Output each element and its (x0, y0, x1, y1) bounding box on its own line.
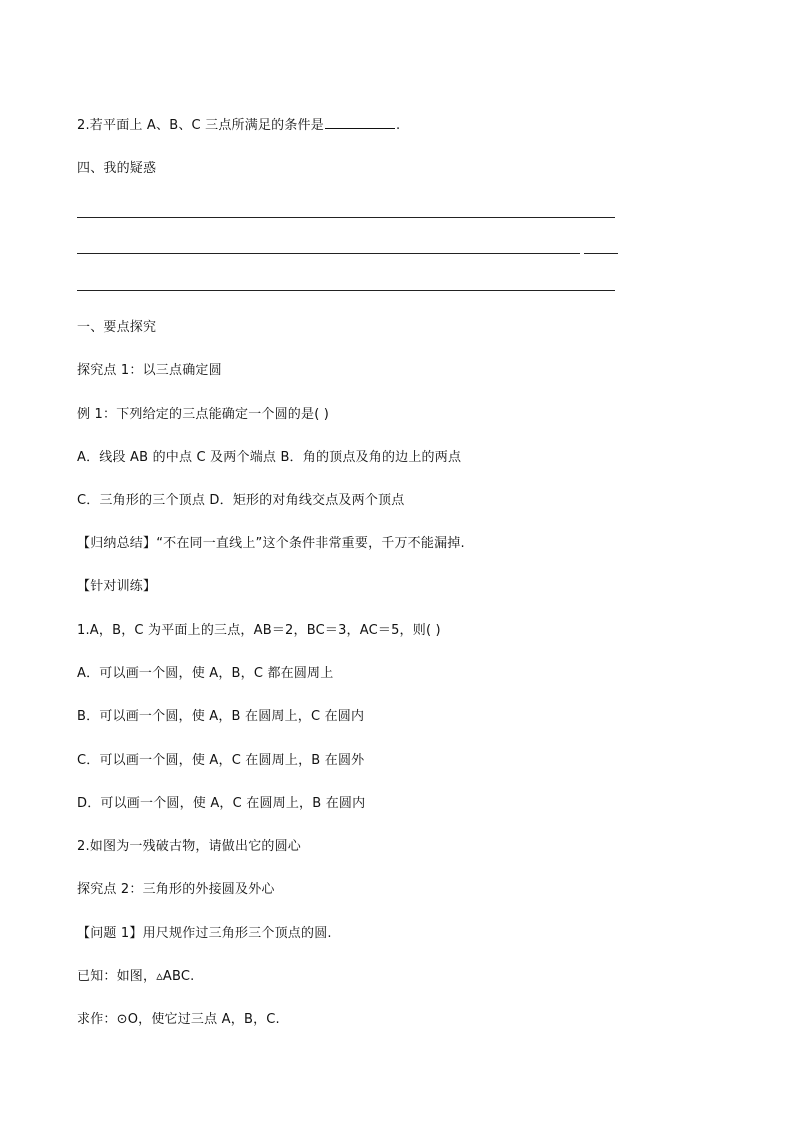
example-1-options-ab: A．线段 AB 的中点 C 及两个端点 B．角的顶点及角的边上的两点 (77, 450, 462, 465)
practice-1-question: 1.A，B，C 为平面上的三点，AB＝2，BC＝3，AC＝5，则( ) (77, 623, 441, 638)
practice-heading: 【针对训练】 (77, 579, 157, 594)
question-2-end: . (395, 118, 401, 133)
summary-note: 【归纳总结】“不在同一直线上”这个条件非常重要，千万不能漏掉. (77, 536, 465, 551)
explore-point-2-title: 探究点 2：三角形的外接圆及外心 (77, 882, 275, 897)
practice-1-option-a: A．可以画一个圆，使 A，B，C 都在圆周上 (77, 666, 334, 681)
explore-point-1-title: 探究点 1：以三点确定圆 (77, 363, 222, 378)
doubt-line-3[interactable] (77, 290, 615, 291)
given-statement: 已知：如图，▵ABC. (77, 969, 195, 984)
construct-statement: 求作：⊙O，使它过三点 A，B，C. (77, 1012, 280, 1027)
answer-blank[interactable] (325, 116, 395, 129)
section-heading: 一、要点探究 (77, 320, 157, 335)
example-1-options-cd: C．三角形的三个顶点 D．矩形的对角线交点及两个顶点 (77, 493, 405, 508)
question-2 (77, 116, 400, 135)
practice-2-question: 2.如图为一残破古物，请做出它的圆心 (77, 839, 302, 854)
doubt-line-2b[interactable] (584, 253, 618, 254)
practice-1-option-b: B．可以画一个圆，使 A，B 在圆周上，C 在圆内 (77, 709, 365, 724)
practice-1-option-c: C．可以画一个圆，使 A，C 在圆周上，B 在圆外 (77, 753, 365, 768)
question-2-text: 2.若平面上 A、B、C 三点所满足的条件是 (77, 118, 324, 133)
doubt-line-1[interactable] (77, 217, 615, 218)
doubts-heading: 四、我的疑惑 (77, 161, 157, 176)
practice-1-option-d: D．可以画一个圆，使 A，C 在圆周上，B 在圆内 (77, 796, 366, 811)
problem-1: 【问题 1】用尺规作过三角形三个顶点的圆. (77, 926, 332, 941)
doubt-line-2a[interactable] (77, 253, 580, 254)
example-1-question: 例 1：下列给定的三点能确定一个圆的是( ) (77, 407, 330, 422)
